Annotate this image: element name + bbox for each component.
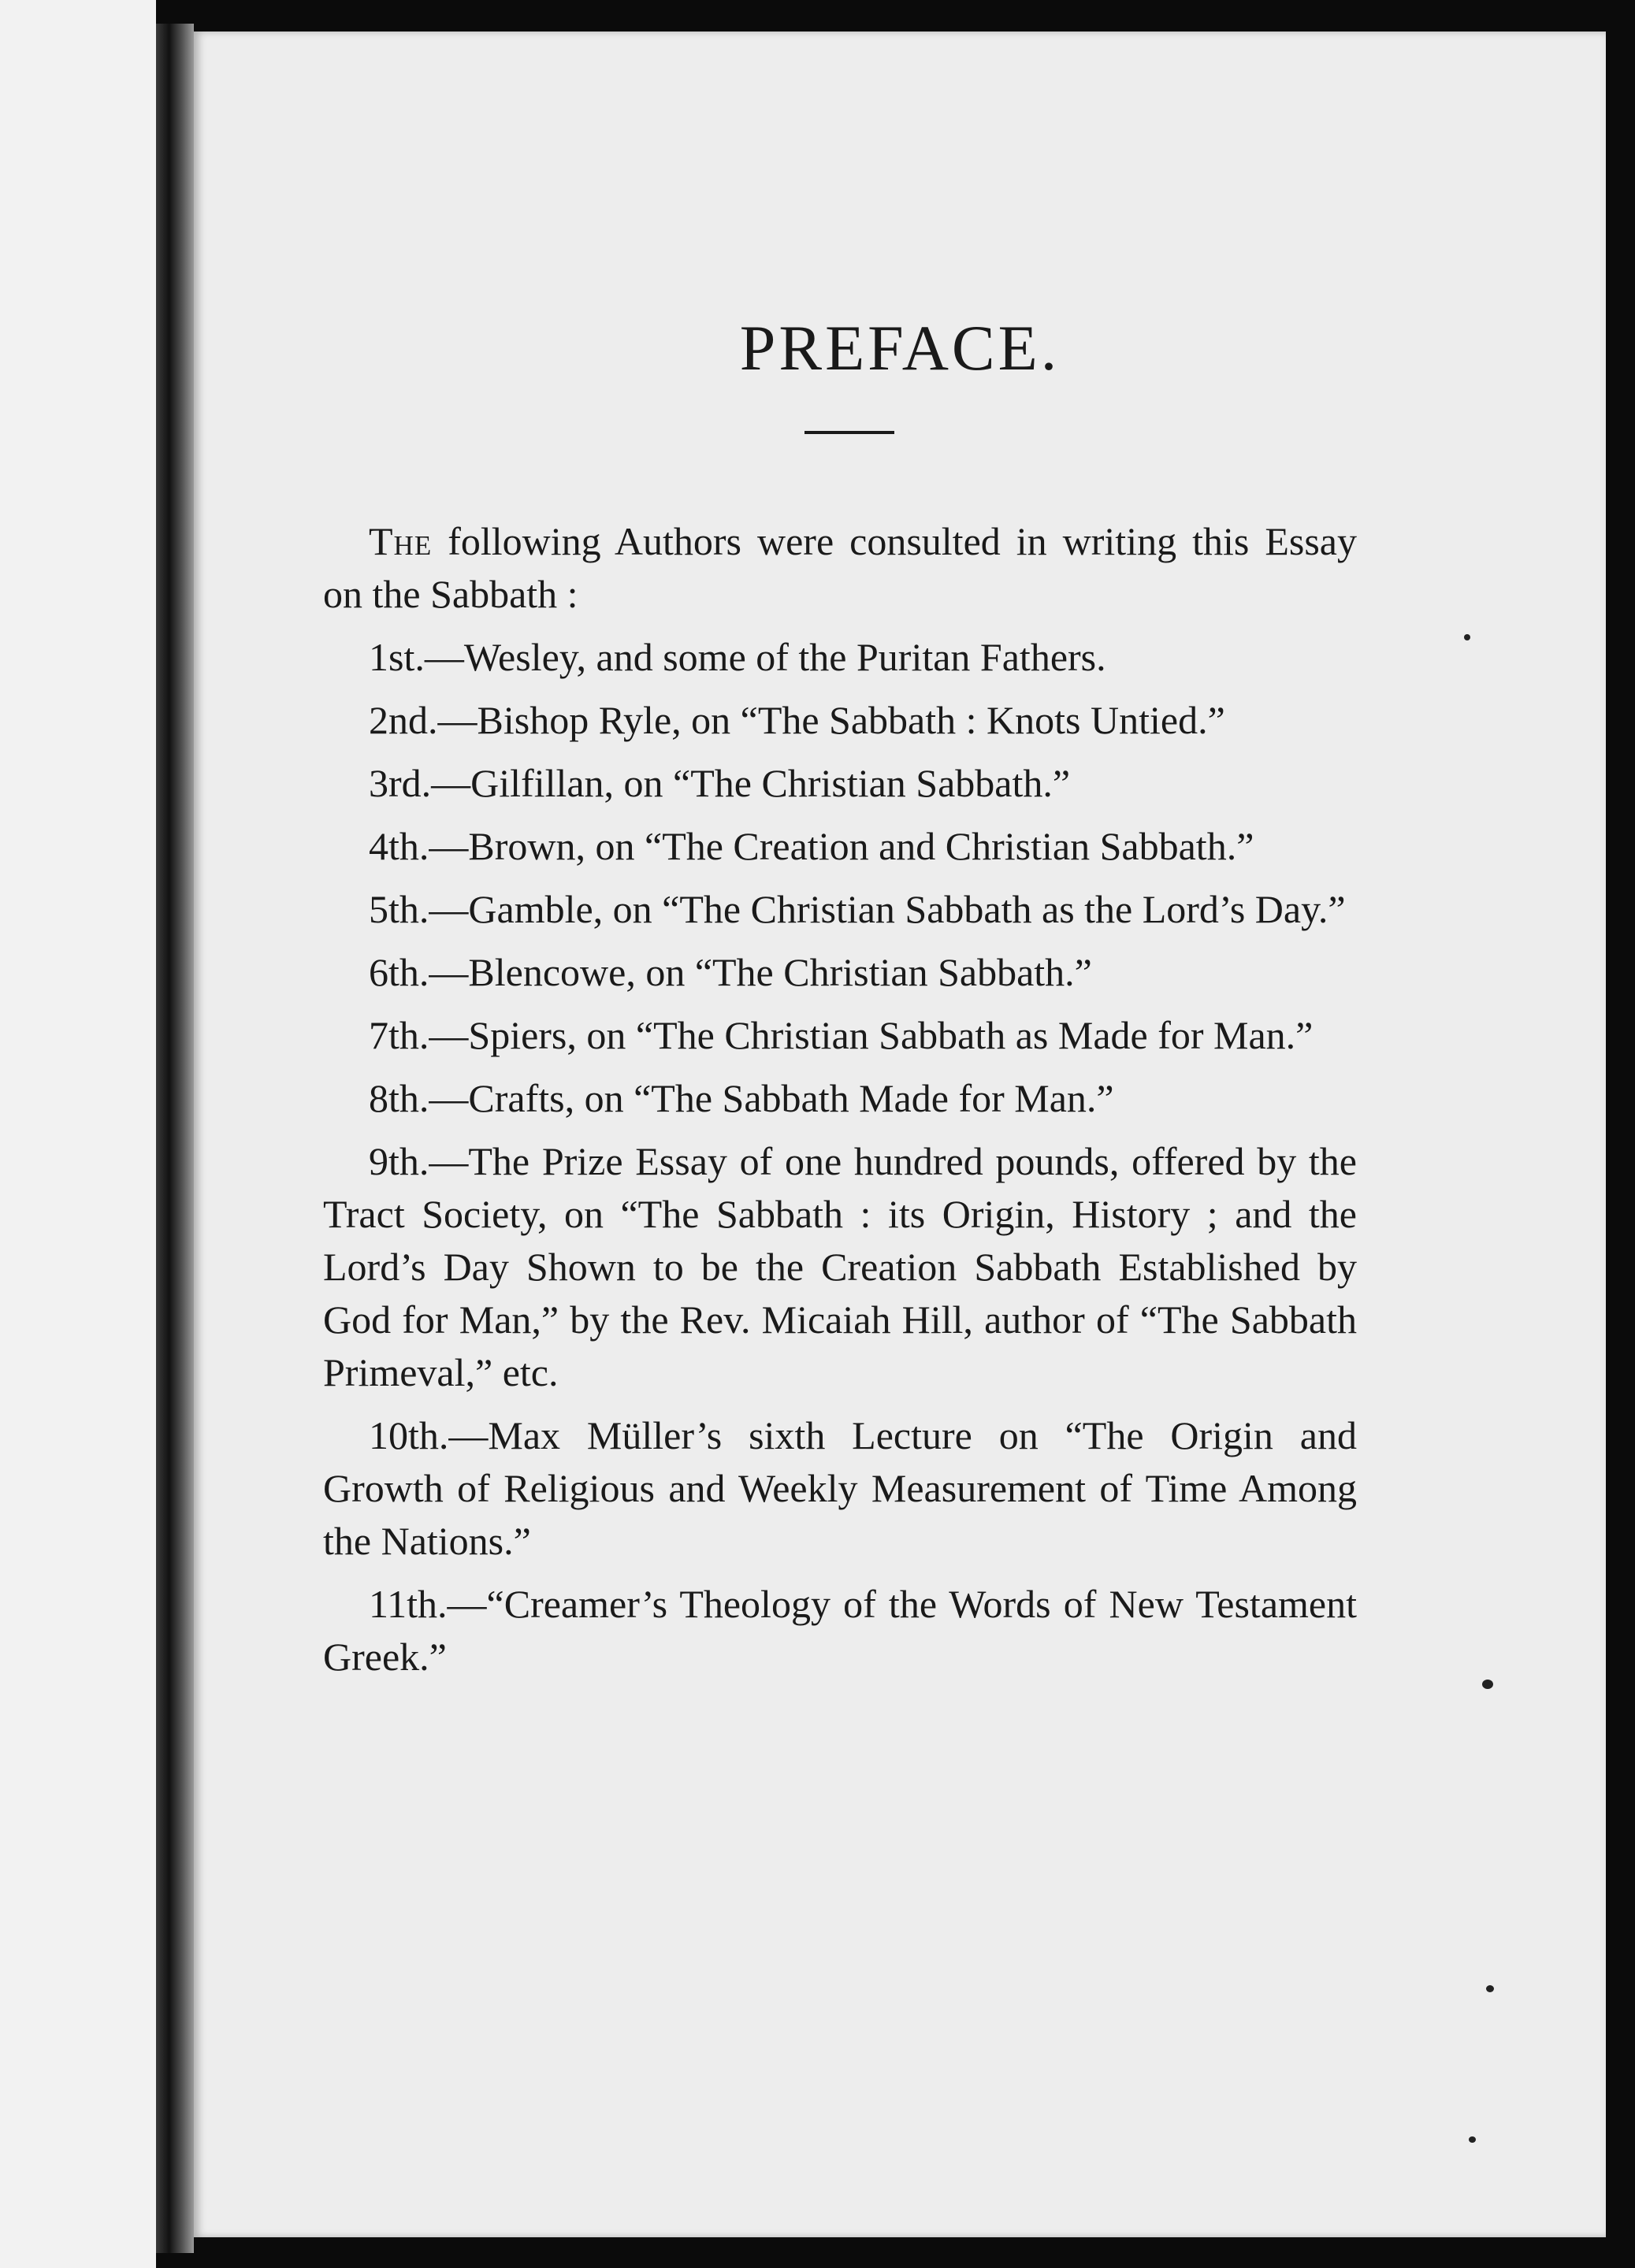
entry-7th: 7th.—Spiers, on “The Christian Sabbath as Made for Man.” <box>369 1013 1314 1057</box>
scan-speck <box>1464 634 1470 640</box>
entry-9th: 9th.—The Prize Essay of one hundred pounds, offered by the Tract Society, on “The Sabbath : its Origin, History ; and the Lord’s Day Shown to be the Creation Sabbath Established by God for Man,” by the Rev. Micaiah Hill, author of “The Sabbath Primeval,” etc. <box>323 1139 1357 1394</box>
intro-paragraph <box>323 515 1357 621</box>
scan-speck <box>1469 2136 1476 2143</box>
title-divider <box>804 431 894 434</box>
entry-11th: 11th.—“Creamer’s Theology of the Words of New Testament Greek.” <box>323 1582 1357 1679</box>
page-title: PREFACE. <box>739 312 1061 384</box>
entry-8th: 8th.—Crafts, on “The Sabbath Made for Man.” <box>369 1076 1114 1120</box>
entry-5th: 5th.—Gamble, on “The Christian Sabbath as the Lord’s Day.” <box>369 887 1346 931</box>
preface-body <box>323 515 1357 1694</box>
intro-text: following Authors were consulted in writing this Essay on the Sabbath : <box>323 519 1357 616</box>
entry-10th: 10th.—Max Müller’s sixth Lecture on “The Origin and Growth of Religious and Weekly Measurement of Time Among the Nations.” <box>323 1413 1357 1563</box>
scan-speck <box>1482 1680 1493 1689</box>
entry-6th: 6th.—Blencowe, on “The Christian Sabbath.” <box>369 950 1092 994</box>
scan-speck <box>1486 1985 1494 1992</box>
entry-2nd: 2nd.—Bishop Ryle, on “The Sabbath : Knots Untied.” <box>369 698 1225 742</box>
entry-4th: 4th.—Brown, on “The Creation and Christian Sabbath.” <box>369 824 1254 868</box>
entry-1st: 1st.—Wesley, and some of the Puritan Fathers. <box>369 635 1106 679</box>
intro-lead-word: The <box>369 519 433 563</box>
book-page <box>194 32 1606 2237</box>
book-spine-shadow <box>156 24 194 2253</box>
facing-page-edge <box>0 0 156 2268</box>
entry-3rd: 3rd.—Gilfillan, on “The Christian Sabbath.” <box>369 761 1071 805</box>
